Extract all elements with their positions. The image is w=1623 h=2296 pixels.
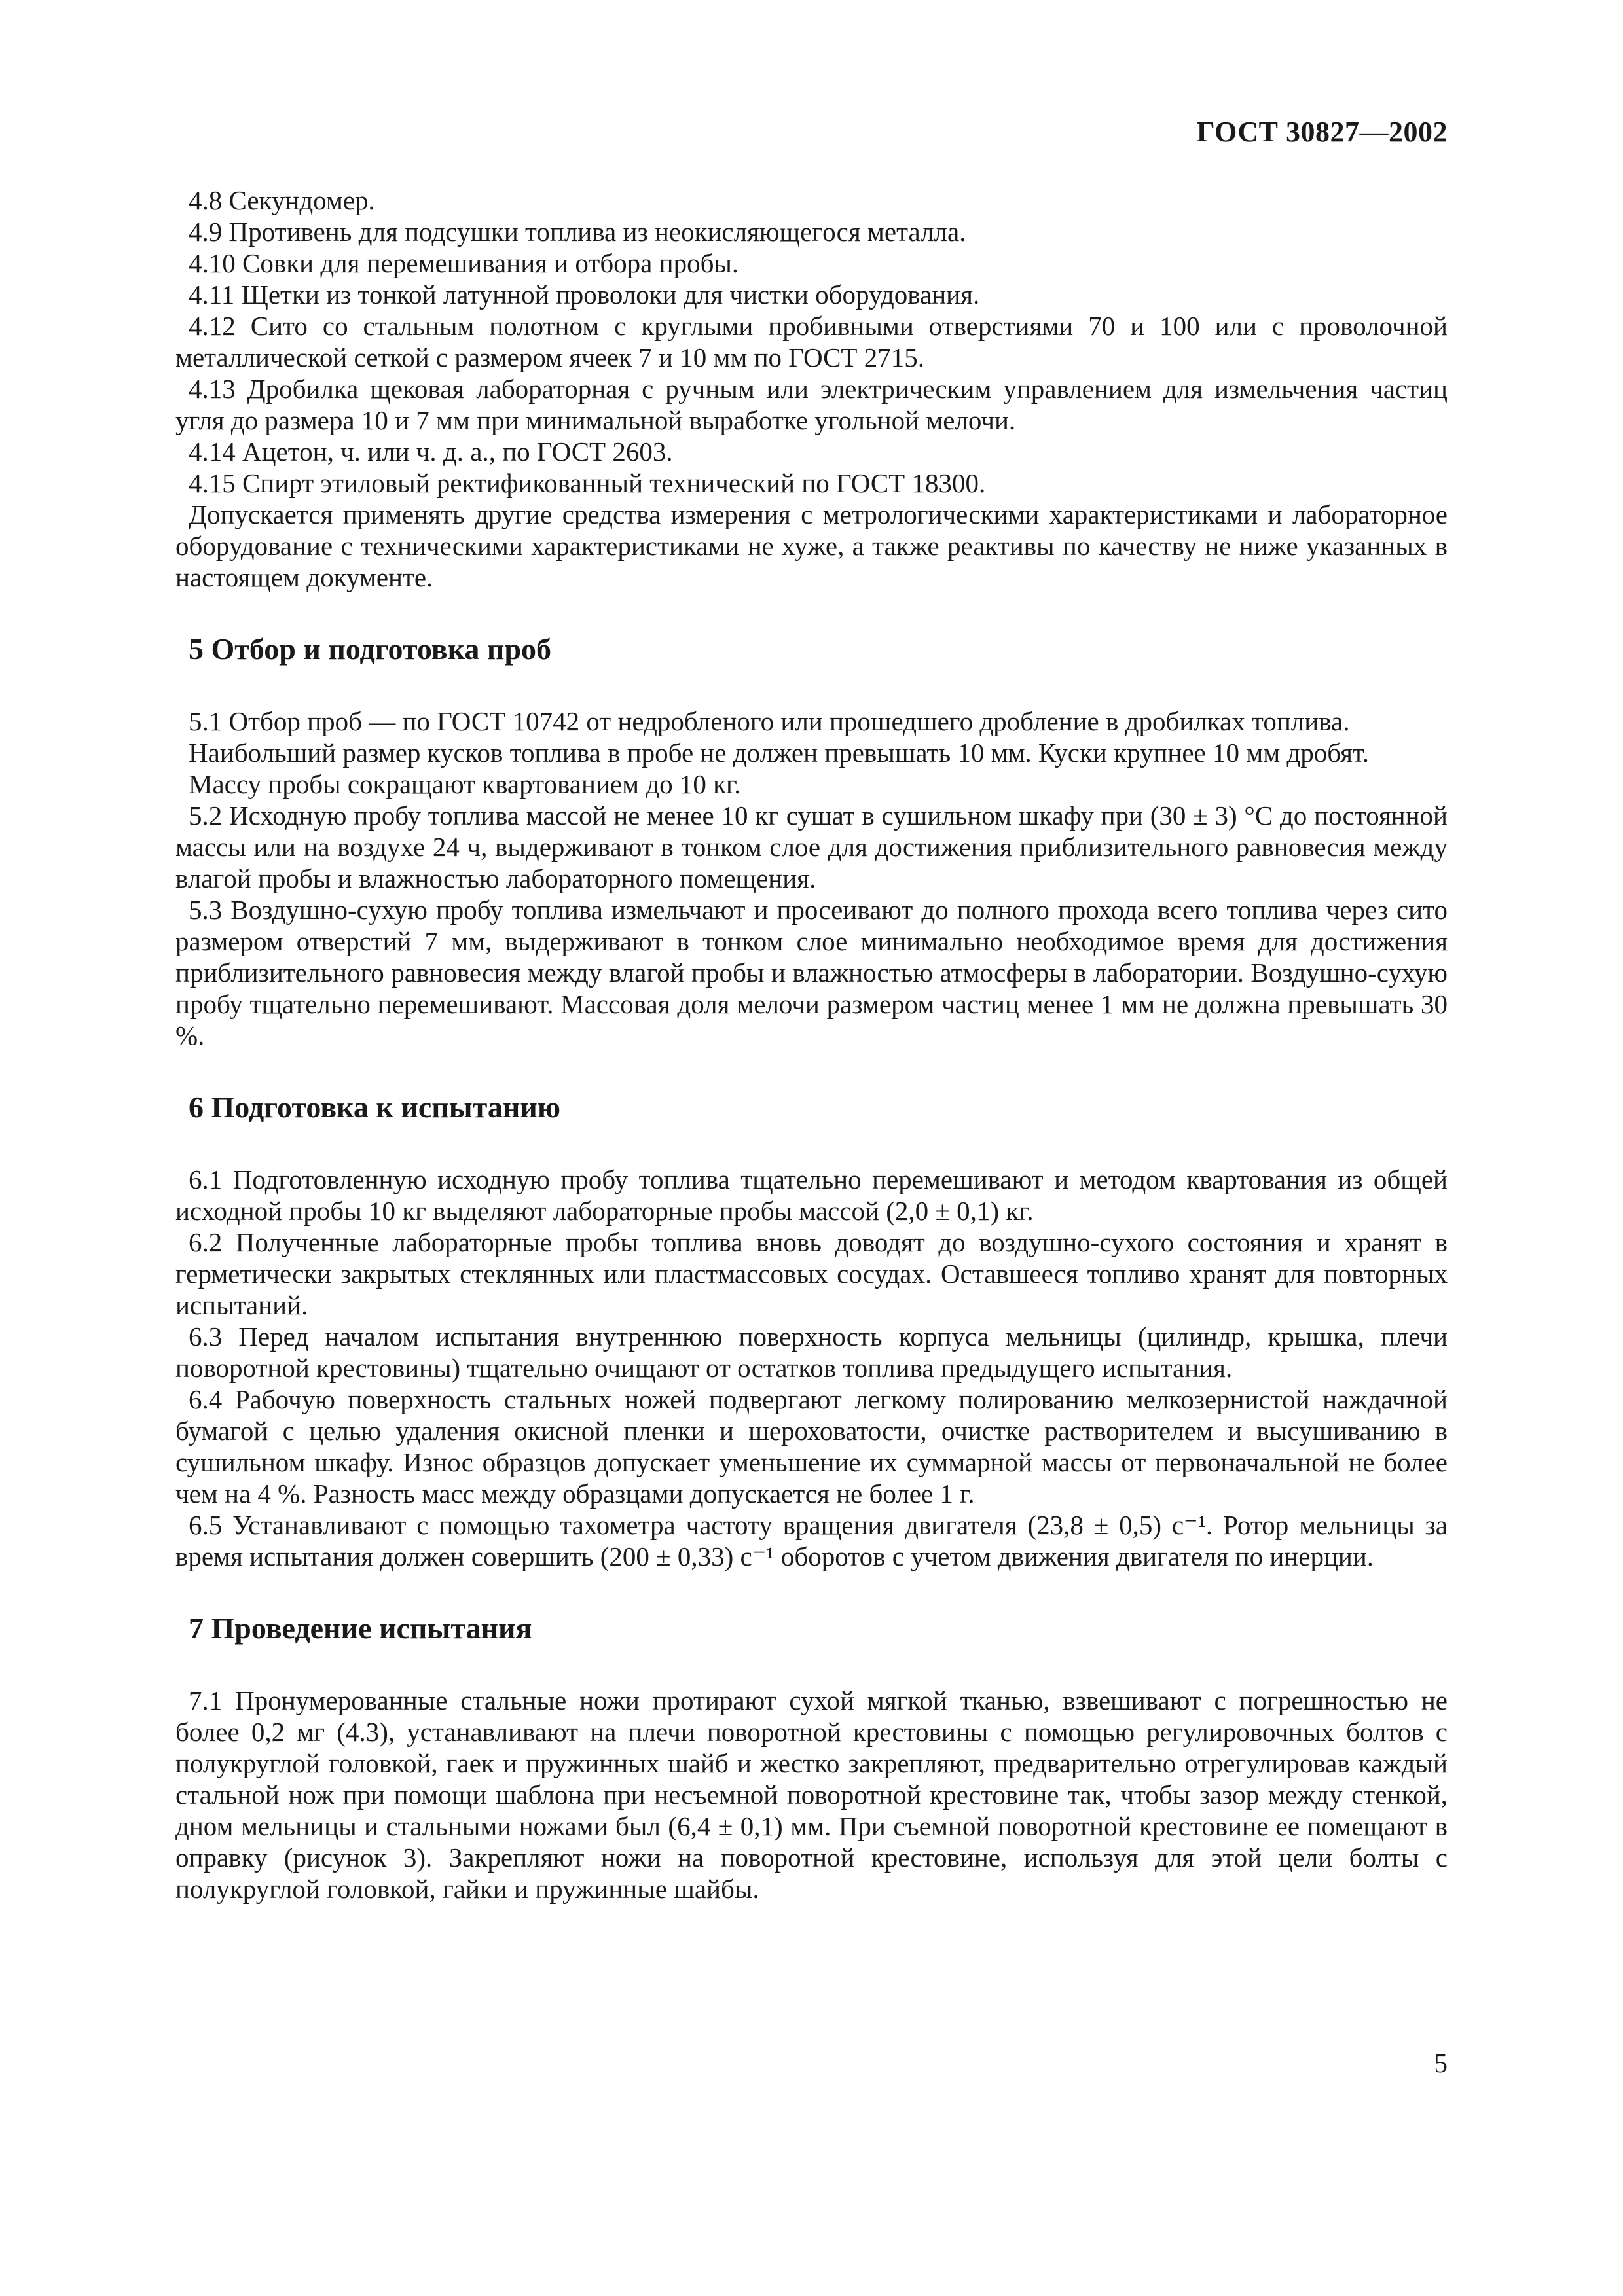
paragraph-5-3: 5.3 Воздушно-сухую пробу топлива измельчают и просеивают до полного прохода всего топлива через сито размером отверстий 7 мм, выдерживают в тонком слое минимально необходимое время для достижения приблизительного равновесия между влагой пробы и влажностью атмосферы в лаборатории. Воздушно-сухую пробу тщательно перемешивают. Массовая доля мелочи размером частиц менее 1 мм не должна превышать 30 %. <box>175 895 1448 1050</box>
item-4-14: 4.14 Ацетон, ч. или ч. д. а., по ГОСТ 2603. <box>189 437 673 467</box>
paragraph-5-1-mass: Массу пробы сокращают квартованием до 10 кг. <box>189 769 741 799</box>
section-6-heading: 6 Подготовка к испытанию <box>189 1090 561 1124</box>
item-4-12: 4.12 Сито со стальным полотном с круглыми пробивными отверстиями 70 и 100 или с проволочной металлической сеткой с размером ячеек 7 и 10 мм по ГОСТ 2715. <box>175 311 1448 372</box>
section-7-heading: 7 Проведение испытания <box>189 1611 532 1645</box>
item-4-11: 4.11 Щетки из тонкой латунной проволоки для чистки оборудования. <box>189 279 980 310</box>
item-4-13: 4.13 Дробилка щековая лабораторная с ручным или электрическим управлением для измельчения частиц угля до размера 10 и 7 мм при минимальной выработке угольной мелочи. <box>175 374 1448 435</box>
item-4-8: 4.8 Секундомер. <box>189 185 375 215</box>
paragraph-6-5: 6.5 Устанавливают с помощью тахометра частоту вращения двигателя (23,8 ± 0,5) с⁻¹. Ротор мельницы за время испытания должен совершить (200 ± 0,33) с⁻¹ оборотов с учетом движения двигателя по инерции. <box>175 1510 1448 1571</box>
paragraph-6-2: 6.2 Полученные лабораторные пробы топлива вновь доводят до воздушно-сухого состояния и хранят в герметически закрытых стеклянных или пластмассовых сосудах. Оставшееся топливо хранят для повторных испытаний. <box>175 1227 1448 1320</box>
paragraph-6-1: 6.1 Подготовленную исходную пробу топлива тщательно перемешивают и методом квартования из общей исходной пробы 10 кг выделяют лабораторные пробы массой (2,0 ± 0,1) кг. <box>175 1164 1448 1226</box>
document-header: ГОСТ 30827—2002 <box>1196 116 1448 148</box>
paragraph-5-2: 5.2 Исходную пробу топлива массой не менее 10 кг сушат в сушильном шкафу при (30 ± 3) °С до постоянной массы или на воздухе 24 ч, выдерживают в тонком слое для достижения приблизительного равновесия между влагой пробы и влажностью лабораторного помещения. <box>175 800 1448 893</box>
paragraph-5-1-size: Наибольший размер кусков топлива в пробе не должен превышать 10 мм. Куски крупнее 10 мм дробят. <box>189 738 1370 768</box>
paragraph-5-1: 5.1 Отбор проб — по ГОСТ 10742 от недробленого или прошедшего дробление в дробилках топлива. <box>189 706 1350 736</box>
item-4-9: 4.9 Противень для подсушки топлива из неокисляющегося металла. <box>189 217 966 247</box>
item-4-15: 4.15 Спирт этиловый ректификованный технический по ГОСТ 18300. <box>189 468 986 498</box>
allowance-paragraph: Допускается применять другие средства измерения с метрологическими характеристиками и лабораторное оборудование с техническими характеристиками не хуже, а также реактивы по качеству не ниже указанных в настоящем документе. <box>175 499 1448 592</box>
paragraph-6-3: 6.3 Перед началом испытания внутреннюю поверхность корпуса мельницы (цилиндр, крышка, плечи поворотной крестовины) тщательно очищают от остатков топлива предыдущего испытания. <box>175 1321 1448 1383</box>
paragraph-7-1: 7.1 Пронумерованные стальные ножи протирают сухой мягкой тканью, взвешивают с погрешностью не более 0,2 мг (4.3), устанавливают на плечи поворотной крестовины с помощью регулировочных болтов с полукруглой головкой, гаек и пружинных шайб и жестко закрепляют, предварительно отрегулировав каждый стальной нож при помощи шаблона при несъемной поворотной крестовине так, чтобы зазор между стенкой, дном мельницы и стальными ножами был (6,4 ± 0,1) мм. При съемной поворотной крестовине ее помещают в оправку (рисунок 3). Закрепляют ножи на поворотной крестовине, используя для этой цели болты с полукруглой головкой, гайки и пружинные шайбы. <box>175 1685 1448 1904</box>
page-number: 5 <box>1434 2048 1448 2078</box>
section-5-heading: 5 Отбор и подготовка проб <box>189 632 552 666</box>
page-body <box>175 185 1448 1905</box>
item-4-10: 4.10 Совки для перемешивания и отбора пробы. <box>189 248 739 278</box>
paragraph-6-4: 6.4 Рабочую поверхность стальных ножей подвергают легкому полированию мелкозернистой наждачной бумагой с целью удаления окисной пленки и шероховатости, очистке растворителем и высушиванию в сушильном шкафу. Износ образцов допускает уменьшение их суммарной массы от первоначальной не более чем на 4 %. Разность масс между образцами допускается не более 1 г. <box>175 1384 1448 1509</box>
